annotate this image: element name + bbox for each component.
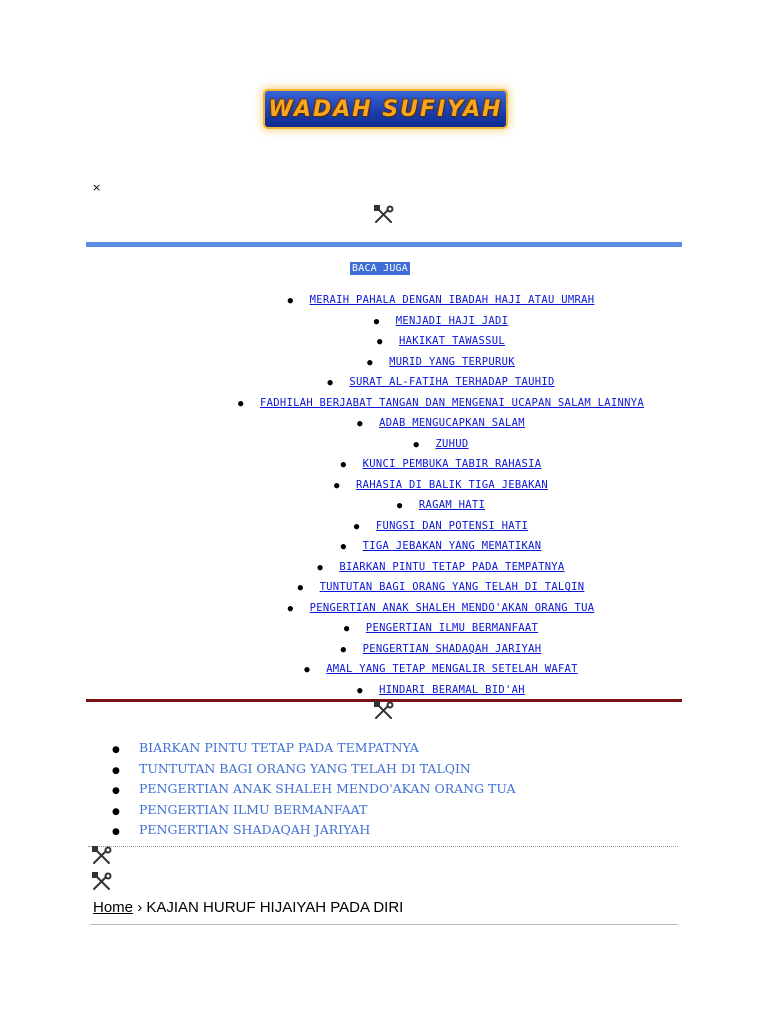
bullet-icon: ● — [297, 583, 303, 593]
recent-post-link[interactable]: PENGERTIAN ANAK SHALEH MENDO'AKAN ORANG TUA — [139, 781, 516, 796]
baca-juga-link[interactable]: HAKIKAT TAWASSUL — [399, 335, 505, 347]
recent-post-item — [112, 820, 516, 841]
bullet-icon: ● — [287, 603, 294, 614]
bullet-icon: ● — [304, 665, 310, 675]
recent-post-link[interactable]: BIARKAN PINTU TETAP PADA TEMPATNYA — [139, 740, 419, 755]
baca-juga-link[interactable]: TIGA JEBAKAN YANG MEMATIKAN — [362, 540, 542, 552]
divider-blue — [86, 242, 682, 247]
baca-juga-link[interactable]: PENGERTIAN ILMU BERMANFAAT — [365, 622, 539, 634]
baca-juga-link[interactable]: ADAB MENGUCAPKAN SALAM — [379, 417, 525, 429]
bullet-icon: ● — [317, 562, 323, 573]
bullet-icon: ● — [373, 316, 380, 327]
tools-icon[interactable] — [91, 872, 113, 892]
baca-juga-item — [86, 557, 768, 578]
logo-text: WADAH SUFIYAH — [268, 96, 503, 122]
baca-juga-item — [86, 495, 768, 516]
bullet-icon: ● — [112, 827, 120, 837]
baca-juga-link[interactable]: KUNCI PEMBUKA TABIR RAHASIA — [362, 458, 542, 470]
baca-juga-link[interactable]: FUNGSI DAN POTENSI HATI — [375, 519, 529, 532]
baca-juga-item — [86, 434, 768, 455]
recent-post-link[interactable]: PENGERTIAN ILMU BERMANFAAT — [139, 801, 368, 817]
bullet-icon: ● — [340, 460, 347, 470]
baca-juga-item — [86, 659, 768, 680]
baca-juga-link[interactable]: RAGAM HATI — [418, 499, 486, 511]
baca-juga-item — [86, 393, 768, 414]
baca-juga-link[interactable]: SURAT AL-FATIHA TERHADAP TAUHID — [349, 376, 555, 388]
bullet-icon: ● — [353, 521, 360, 532]
breadcrumb-underline — [90, 924, 678, 925]
bullet-icon: ● — [340, 542, 347, 552]
site-logo[interactable] — [265, 91, 506, 127]
baca-juga-item — [86, 536, 768, 557]
recent-post-item — [112, 738, 516, 759]
close-icon[interactable]: × — [92, 181, 102, 194]
baca-juga-item — [86, 352, 768, 373]
bullet-icon: ● — [367, 357, 373, 368]
tools-icon[interactable] — [91, 846, 113, 866]
recent-post-item — [112, 779, 516, 800]
breadcrumb-separator: › — [137, 899, 143, 916]
baca-juga-link[interactable]: BIARKAN PINTU TETAP PADA TEMPATNYA — [339, 560, 565, 573]
baca-juga-item — [86, 413, 768, 434]
baca-juga-item — [86, 516, 768, 537]
baca-juga-link[interactable]: PENGERTIAN ANAK SHALEH MENDO'AKAN ORANG TUA — [309, 601, 595, 614]
breadcrumb — [93, 899, 403, 916]
baca-juga-item — [86, 372, 768, 393]
baca-juga-link[interactable]: TUNTUTAN BAGI ORANG YANG TELAH DI TALQIN — [319, 581, 585, 593]
bullet-icon: ● — [340, 644, 347, 655]
bullet-icon: ● — [287, 296, 294, 306]
baca-juga-link[interactable]: AMAL YANG TETAP MENGALIR SETELAH WAFAT — [326, 663, 578, 675]
baca-juga-item — [86, 598, 768, 619]
baca-juga-link[interactable]: HINDARI BERAMAL BID'AH — [379, 683, 525, 696]
baca-juga-link[interactable]: MERAIH PAHALA DENGAN IBADAH HAJI ATAU UMRAH — [309, 294, 595, 306]
baca-juga-item — [86, 311, 768, 332]
bullet-icon: ● — [112, 765, 120, 776]
bullet-icon: ● — [413, 439, 419, 450]
baca-juga-link[interactable]: MURID YANG TERPURUK — [389, 355, 515, 368]
bullet-icon: ● — [357, 419, 363, 429]
baca-juga-link[interactable]: RAHASIA DI BALIK TIGA JEBAKAN — [355, 478, 549, 491]
recent-post-link[interactable]: PENGERTIAN SHADAQAH JARIYAH — [139, 822, 371, 837]
baca-juga-link[interactable]: PENGERTIAN SHADAQAH JARIYAH — [362, 642, 542, 655]
baca-juga-item — [86, 618, 768, 639]
tools-icon[interactable] — [373, 205, 395, 225]
recent-post-item — [112, 800, 516, 821]
baca-juga-link[interactable]: ZUHUD — [435, 437, 469, 450]
breadcrumb-home-link[interactable]: Home — [93, 899, 134, 916]
breadcrumb-current: KAJIAN HURUF HIJAIYAH PADA DIRI — [146, 899, 404, 916]
bullet-icon: ● — [396, 501, 403, 511]
bullet-icon: ● — [112, 745, 120, 755]
baca-juga-item — [86, 680, 768, 701]
baca-juga-item — [86, 290, 768, 311]
baca-juga-item — [86, 475, 768, 496]
baca-juga-item — [86, 639, 768, 660]
recent-post-item — [112, 759, 516, 780]
recent-post-link[interactable]: TUNTUTAN BAGI ORANG YANG TELAH DI TALQIN — [139, 760, 471, 776]
baca-juga-item — [86, 577, 768, 598]
bullet-icon: ● — [237, 398, 244, 409]
baca-juga-item — [86, 454, 768, 475]
baca-juga-link[interactable]: MENJADI HAJI JADI — [395, 314, 509, 327]
bullet-icon: ● — [112, 786, 120, 796]
bullet-icon: ● — [377, 337, 383, 347]
bullet-icon: ● — [112, 806, 120, 817]
bullet-icon: ● — [333, 480, 340, 491]
recent-posts-list — [112, 738, 516, 841]
baca-juga-link[interactable]: FADHILAH BERJABAT TANGAN DAN MENGENAI UCAPAN SALAM LAINNYA — [259, 396, 645, 409]
baca-juga-list — [86, 290, 768, 700]
tools-icon[interactable] — [373, 701, 395, 721]
baca-juga-label: BACA JUGA — [352, 263, 408, 274]
baca-juga-item — [86, 331, 768, 352]
bullet-icon: ● — [343, 624, 350, 634]
divider-dotted — [88, 846, 678, 847]
bullet-icon: ● — [327, 378, 333, 388]
bullet-icon: ● — [357, 685, 363, 696]
